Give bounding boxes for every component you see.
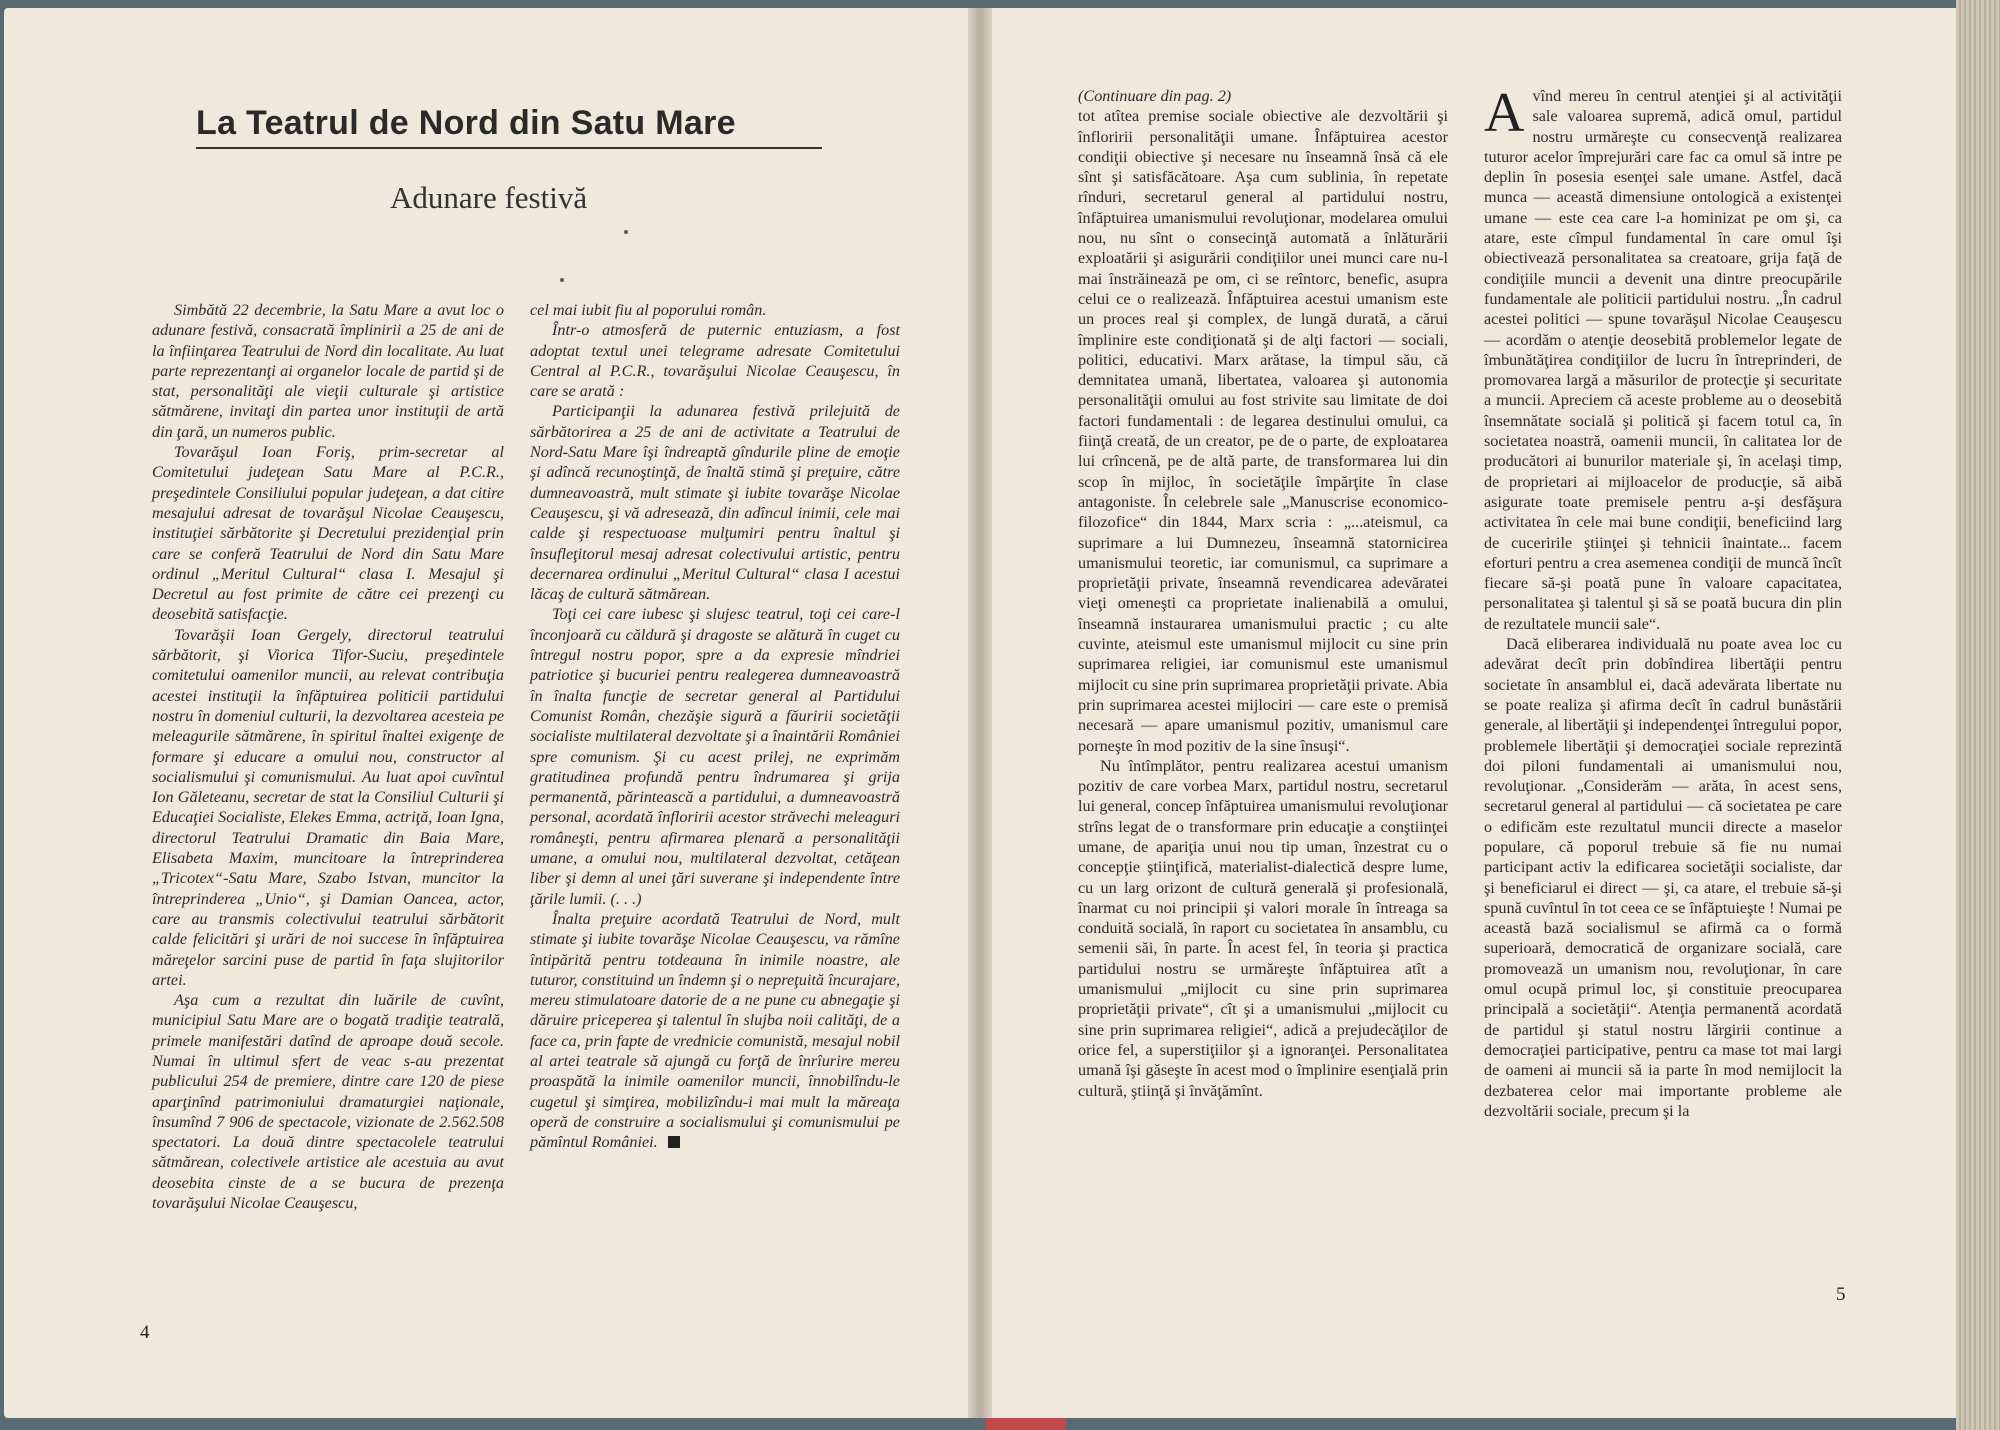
- paragraph: cel mai iubit fiu al poporului român.: [530, 301, 767, 319]
- left-column-2: [530, 300, 900, 1152]
- page-number-right: 5: [1836, 1284, 1846, 1305]
- ornament-dot: [624, 230, 628, 234]
- paragraph: Dacă eliberarea individuală nu poate avea loc cu adevărat decît prin dobîndirea libertăţii pentru societate în ansamblul ei, dacă adevărata libertate nu se poate realiza şi afirma decît în cadrul bunăstării generale, al libertăţii şi independenţei întregului popor, problemele libertăţii şi democraţiei sociale reprezintă doi piloni fundamentali ai umanismului nou, revoluţionar. „Considerăm — arăta, în acest sens, secretarul general al partidului — că societatea pe care o edificăm este rezultatul muncii directe a maselor populare, că poporul trebuie să fie nu numai participant activ la edificarea societăţii socialiste, dar şi beneficiarul ei direct — şi, ca atare, el trebuie să-şi spună cuvîntul în tot ceea ce se înfăptuieşte ! Numai pe această bază socialismul se afirmă ca o formă superioară, democratică de organizare socială, care promovează un umanism nou, revoluţionar, în care omul ocupă primul loc, şi constituie preocuparea principală a societăţii“. Atenţia permanentă acordată de partidul şi statul nostru lărgirii continue a democraţiei participative, pentru ca mase tot mai largi de oameni ai muncii să ia parte în mod nemijlocit la dezbaterea celor mai importante probleme ale dezvoltării sociale, precum şi la: [1484, 635, 1842, 1120]
- paragraph-text: vînd mereu în centrul atenţiei şi al activităţii sale valoarea supremă, adică omul, partidul nostru urmăreşte cu consecvenţă realizarea tuturor acelor împrejurări care fac ca omul să intre pe deplin în posesia esenţei sale umane. Astfel, dacă munca — această dimensiune ontologică a existenţei umane — este cea care l-a hominizat pe om şi, ca atare, este cîmpul fundamental în care omul îşi obiectivează personalitatea sa creatoare, grija faţă de condiţiile muncii a devenit una dintre preocupările fundamentale ale politicii partidului nostru. „În cadrul acestei politici — spune tovarăşul Nicolae Ceauşescu — acordăm o atenţie deosebită problemelor legate de îmbunătăţirea condiţiilor de lucru în întreprinderi, de promovarea largă a măsurilor de protecţie şi securitate a muncii. Apreciem că aceste probleme au o deosebită însemnătate socială şi politică şi facem totul ca, în societatea noastră, oamenii muncii, în calitatea lor de producători ai bunurilor materiale şi, în acelaşi timp, de proprietari ai mijloacelor de producţie, să aibă asigurate toate premisele pentru a-şi desfăşura activitatea în cele mai bune condiţii, beneficiind larg de cuceririle ştiinţei şi tehnicii înaintate... facem eforturi pentru a crea asemenea condiţii de muncă încît fiecare să-şi poată pune în valoare capacitatea, personalitatea şi talentul şi să se poată bucura din plin de rezultatele muncii sale“.: [1484, 87, 1842, 633]
- article-subhead: Adunare festivă: [390, 180, 588, 215]
- paragraph: Aşa cum a rezultat din luările de cuvînt, municipiul Satu Mare are o bogată tradiţie teatrală, primele manifestări datînd de aproape două secole. Numai în ultimul sfert de veac s-au prezentat publicului 254 de premiere, dintre care 120 de piese aparţinînd patrimoniului dramaturgiei naţionale, însumînd 7 906 de spectacole, vizionate de 2.562.508 spectatori. La două dintre spectacolele teatrului sătmărean, colectivele artistice ale acestuia au avut deosebita cinste de a se bucura de prezenţa tovarăşului Nicolae Ceauşescu,: [152, 991, 504, 1213]
- right-column-1: [1078, 86, 1448, 1101]
- paragraph: Participanţii la adunarea festivă prilejuită de sărbătorirea a 25 de ani de activitate a Teatrului de Nord-Satu Mare îşi îndreaptă gîndurile pline de emoţie şi adîncă recunoştinţă, de înaltă stimă şi preţuire, către dumneavoastră, mult stimate şi iubite tovarăşe Nicolae Ceauşescu, şi vă adresează, din adîncul inimii, cele mai calde şi respectuoase mulţumiri pentru înaltul şi însufleţitorul mesaj adresat colectivului artistic, pentru decernarea ordinului „Meritul Cultural“ clasa I acestui lăcaş de cultură sătmărean.: [530, 402, 900, 604]
- paragraph: tot atîtea premise sociale obiective ale dezvoltării şi înfloririi personalităţii umane. Înfăptuirea acestor condiţii obiective şi necesare nu înseamnă însă că ele sînt şi satisfăcătoare. Aşa cum sublinia, în repetate rînduri, secretarul general al partidului nostru, înfăptuirea umanismului revoluţionar, modelarea omului nou, nu sînt o consecinţă automată a înlăturării exploatării şi asigurării condiţiilor unei munci care nu-l mai înstrăinează pe om, ci se reîntorc, benefic, asupra celui ce o realizează. Înfăptuirea acestui umanism este un proces real şi complex, de lungă durată, a cărui împlinire este condiţionată şi de alţi factori — sociali, politici, educativi. Marx arătase, la timpul său, că demnitatea umană, libertatea, valoarea şi autonomia personalităţii omului au fost strivite sau limitate de doi factori fundamentali : de legarea destinului omului, ca fiinţă creată, de un creator, pe de o parte, de exploatarea lui crîncenă, pe de altă parte, de transformarea lui din scop în mijloc, în societăţile împărţite în clase antagoniste. În celebrele sale „Manuscrise economico-filozofice“ din 1844, Marx scria : „...ateismul, ca suprimare a lui Dumnezeu, înseamnă statornicirea umanismului teoretic, iar comunismul, ca suprimare a proprietăţii private, înseamnă revendicarea adevăratei vieţi omeneşti ca proprietate inalienabilă a omului, înseamnă instaurarea umanismului practic ; cu alte cuvinte, ateismul este umanismul mijlocit cu sine prin suprimarea religiei, iar comunismul este umanismul mijlocit cu sine prin suprimarea proprietăţii private. Abia prin suprimarea acestei mijlociri — care este o premisă necesară — apare umanismul pozitiv, umanismul care porneşte în mod pozitiv de la sine însuşi“.: [1078, 107, 1448, 755]
- paragraph: Nu întîmplător, pentru realizarea acestui umanism pozitiv de care vorbea Marx, partidul nostru, secretarul lui general, concep înfăptuirea umanismului revoluţionar strîns legat de o transformare prin educaţie a conştiinţei umane, de apariţia unui nou tip uman, înzestrat cu o concepţie ştiinţifică, materialist-dialectică despre lume, cu un larg orizont de cultură generală şi profesională, înarmat cu noi principii şi valori morale în întreaga sa conduită socială, în raport cu societatea în ansamblu, cu semenii săi, în parte. În acest fel, în teoria şi practica partidului nostru se urmăreşte înfăptuirea atît a umanismului „mijlocit cu sine prin suprimarea proprietăţii private“, cît şi a umanismului „mijlocit cu sine prin suprimarea religiei“, adică a prejudecăţilor de orice fel, a superstiţiilor şi a ignoranţei. Personalitatea umană îşi găseşte în acest mod o împlinire esenţială prin cultură, ştiinţă şi învăţămînt.: [1078, 756, 1448, 1100]
- article-headline: La Teatrul de Nord din Satu Mare: [196, 104, 736, 142]
- headline-rule: [196, 147, 822, 149]
- right-column-2: [1484, 82, 1842, 1121]
- left-column-1: [152, 300, 504, 1213]
- continuation-note: (Continuare din pag. 2): [1078, 87, 1232, 105]
- book-gutter: [968, 8, 992, 1418]
- paragraph-dropcap: [1484, 82, 1842, 634]
- paragraph: Tovarăşii Ioan Gergely, directorul teatrului sărbătorit, şi Viorica Tifor-Suciu, preşedintele comitetului oamenilor muncii, au relevat contribuţia acestei instituţii la înfăptuirea politicii partidului nostru în domeniul culturii, la dezvoltarea acesteia pe meleagurile sătmărene, în spiritul înaltei exigenţe de formare şi educare a omului nou, constructor al socialismului şi comunismului. Au luat apoi cuvîntul Ion Găleteanu, secretar de stat la Consiliul Culturii şi Educaţiei Socialiste, Elekes Emma, actriţă, Ioan Igna, directorul Teatrului Dramatic din Baia Mare, Elisabeta Maxim, muncitoare la întreprinderea „Tricotex“-Satu Mare, Szabo Istvan, muncitor la întreprinderea „Unio“, şi Damian Oancea, actor, care au transmis colectivului teatrului sărbătorit calde felicitări şi urări de noi succese în înfăptuirea măreţelor sarcini puse de partid în faţa slujitorilor artei.: [152, 625, 504, 989]
- paragraph: Toţi cei care iubesc şi slujesc teatrul, toţi cei care-l înconjoară cu căldură şi dragoste se alătură în cuget cu întregul nostru popor, spre a da expresie mîndriei patriotice şi bucuriei pentru realegerea dumneavoastră în înalta funcţie de secretar general al Partidului Comunist Român, chezăşie sigură a făuririi societăţii socialiste multilateral dezvoltate şi a înaintării României spre comunism. Şi cu acest prilej, ne exprimăm gratitudinea profundă pentru îndrumarea şi grija permanentă, părintească a partidului, a dumneavoastră personal, acordată înfloririi acestor străvechi meleaguri româneşti, pentru afirmarea plenară a personalităţii umane, a omului nou, multilateral dezvoltat, cetăţean liber şi demn al unei ţări suverane şi independente între ţările lumii. (. . .): [530, 605, 900, 908]
- drop-cap: A: [1484, 82, 1525, 144]
- paragraph-text: Înalta preţuire acordată Teatrului de Nord, mult stimate şi iubite tovarăşe Nicolae Ceauşescu, va rămîne întipărită pentru totdeauna în inimile noastre, ale tuturor, constituind un îndemn şi o nepreţuită încurajare, mereu stimulatoare datorie de a ne pune cu abnegaţie şi dăruire priceperea şi talentul în slujba noii calităţi, de a face ca, prin fapte de vrednicie comunistă, mesajul nobil al artei teatrale să ajungă cu forţă de înrîurire mereu proaspătă la inimile oamenilor muncii, înnobilîndu-le cugetul şi simţirea, mobilizîndu-i mai mult la măreaţa operă de construire a socialismului şi comunismului pe pămîntul României.: [530, 909, 900, 1152]
- page-edges: [1956, 0, 2000, 1430]
- paragraph-final: [530, 909, 900, 1153]
- spine-band: [986, 1418, 1066, 1430]
- page-number-left: 4: [140, 1322, 150, 1343]
- paragraph: Tovarăşul Ioan Foriş, prim-secretar al Comitetului judeţean Satu Mare al P.C.R., preşedintele Consiliului popular judeţean, a dat citire mesajului adresat de tovarăşul Nicolae Ceauşescu, instituţiei sărbătorite şi Decretului prezidenţial prin care se conferă Teatrului de Nord din Satu Mare ordinul „Meritul Cultural“ clasa I. Mesajul şi Decretul au fost primite de către cei prezenţi cu deosebită satisfacţie.: [152, 443, 504, 624]
- paragraph: Simbătă 22 decembrie, la Satu Mare a avut loc o adunare festivă, consacrată împlinirii a 25 de ani de la înfiinţarea Teatrului de Nord din localitate. Au luat parte reprezentanţi ai organelor locale de partid şi de stat, personalităţi ale vieţii culturale şi artistice sătmărene, invitaţi din partea unor instituţii de artă din ţară, un numeros public.: [152, 301, 504, 441]
- paragraph: Într-o atmosferă de puternic entuziasm, a fost adoptat textul unei telegrame adresate Comitetului Central al P.C.R., tovarăşului Nicolae Ceauşescu, în care se arată :: [530, 321, 900, 401]
- ornament-dot: [560, 278, 564, 282]
- end-of-article-mark: [668, 1136, 680, 1148]
